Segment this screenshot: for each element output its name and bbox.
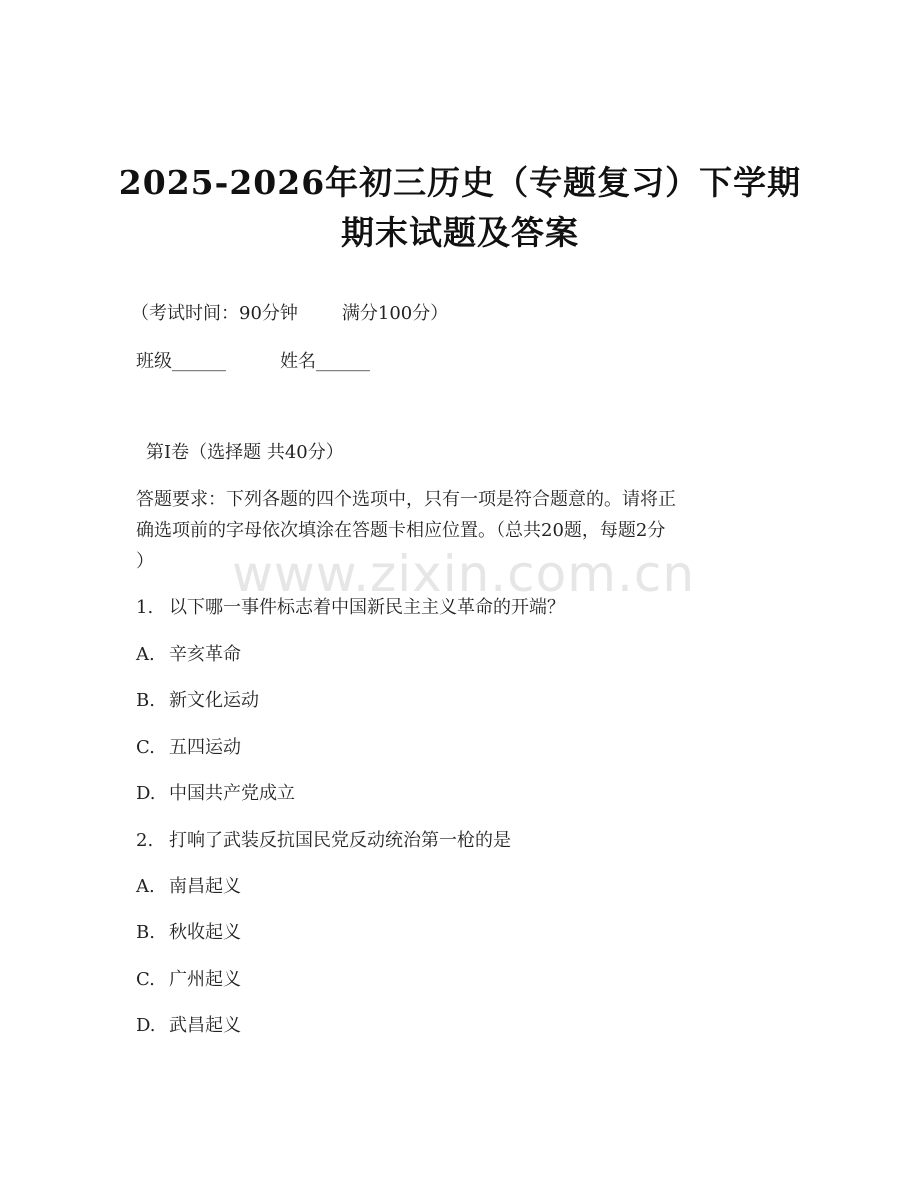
question-2 xyxy=(136,829,511,853)
question-2-option-d xyxy=(136,1014,241,1038)
question-1 xyxy=(136,596,565,620)
question-1-option-b xyxy=(136,689,259,713)
question-2-option-c xyxy=(136,968,241,992)
full-score: 满分100分） xyxy=(341,303,449,324)
student-fields-line xyxy=(136,350,370,374)
watermark: www.zixin.com.cn xyxy=(232,545,696,603)
section-heading: 第Ⅰ卷（选择题 共40分） xyxy=(146,442,344,463)
instructions-line-1: 答题要求：下列各题的四个选项中，只有一项是符合题意的。请将正 xyxy=(136,489,676,510)
question-2-option-b xyxy=(136,921,241,945)
option-text: 五四运动 xyxy=(169,737,241,758)
question-text: 打响了武装反抗国民党反动统治第一枪的是 xyxy=(169,830,511,851)
option-label: A. xyxy=(136,876,155,897)
exam-time: （考试时间：90分钟 xyxy=(131,303,298,324)
option-label: D. xyxy=(136,1015,156,1036)
option-text: 南昌起义 xyxy=(169,876,241,897)
question-1-option-d xyxy=(136,782,295,806)
option-label: D. xyxy=(136,783,156,804)
option-text: 辛亥革命 xyxy=(169,644,241,665)
exam-info-line xyxy=(131,302,448,326)
option-label: A. xyxy=(136,644,155,665)
name-field: 姓名______ xyxy=(280,351,370,372)
question-number: 2. xyxy=(136,830,154,851)
option-text: 秋收起义 xyxy=(169,922,241,943)
option-label: C. xyxy=(136,969,155,990)
option-label: B. xyxy=(136,922,155,943)
option-text: 广州起义 xyxy=(169,969,241,990)
question-1-option-c xyxy=(136,736,241,760)
question-text: 以下哪一事件标志着中国新民主主义革命的开端？ xyxy=(169,597,565,618)
option-label: B. xyxy=(136,690,155,711)
instructions-line-2: 确选项前的字母依次填涂在答题卡相应位置。（总共20题，每题2分 xyxy=(136,520,666,541)
question-number: 1. xyxy=(136,597,154,618)
question-1-option-a xyxy=(136,643,241,667)
class-field: 班级______ xyxy=(136,351,226,372)
option-text: 武昌起义 xyxy=(169,1015,241,1036)
option-label: C. xyxy=(136,737,155,758)
option-text: 新文化运动 xyxy=(169,690,259,711)
document-title-line-1: 2025-2026年初三历史（专题复习）下学期 xyxy=(118,163,802,202)
document-title-line-2: 期末试题及答案 xyxy=(341,213,579,252)
option-text: 中国共产党成立 xyxy=(169,783,295,804)
question-2-option-a xyxy=(136,875,241,899)
instructions-line-3: ） xyxy=(136,551,154,572)
